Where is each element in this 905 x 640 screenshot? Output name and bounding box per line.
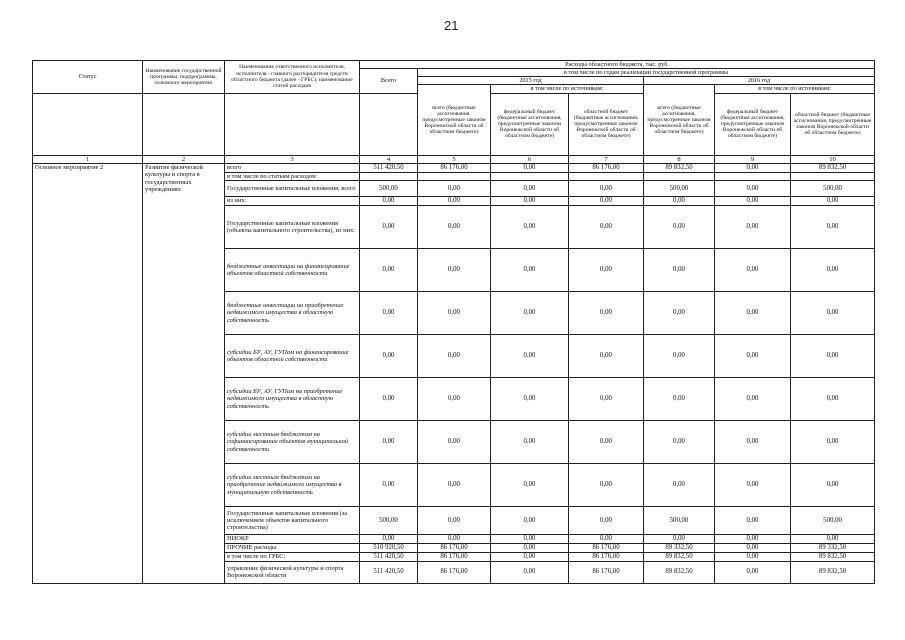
value-cell: 86 176,00 bbox=[418, 552, 491, 561]
value-cell: 0,00 bbox=[644, 378, 715, 421]
value-cell: 0,00 bbox=[644, 249, 715, 292]
row-label: субсидии БУ, АУ, ГУПам на приобретение недвижимого имущества в областную собственность bbox=[225, 378, 360, 421]
value-cell: 0,00 bbox=[491, 378, 569, 421]
value-cell: 0,00 bbox=[491, 507, 569, 535]
column-number: 2 bbox=[143, 155, 225, 164]
value-cell: 0,00 bbox=[491, 561, 569, 583]
value-cell: 0,00 bbox=[715, 335, 791, 378]
value-cell: 0,00 bbox=[491, 181, 569, 197]
value-cell: 86 176,00 bbox=[418, 561, 491, 583]
value-cell: 0,00 bbox=[360, 464, 418, 507]
value-cell: 510 920,50 bbox=[360, 543, 418, 552]
value-cell bbox=[491, 172, 569, 180]
header-year-2015: 2015 год bbox=[418, 77, 644, 85]
value-cell: 0,00 bbox=[715, 507, 791, 535]
value-cell: 500,00 bbox=[360, 181, 418, 197]
column-number: 5 bbox=[418, 155, 491, 164]
value-cell: 0,00 bbox=[715, 421, 791, 464]
value-cell: 0,00 bbox=[491, 249, 569, 292]
value-cell: 0,00 bbox=[715, 181, 791, 197]
value-cell: 0,00 bbox=[569, 197, 644, 206]
header-src-regional-2015: областной бюджет (бюджетные ассигнования, предусмотренные законом Воронежской области об областном бюджете) bbox=[569, 93, 644, 155]
header-spacer-2 bbox=[143, 93, 225, 155]
row-label: из них: bbox=[225, 197, 360, 206]
header-by-years: в том числе по годам реализации государственной программы bbox=[418, 69, 875, 77]
value-cell: 500,00 bbox=[644, 507, 715, 535]
value-cell: 89 832,50 bbox=[644, 552, 715, 561]
value-cell bbox=[360, 172, 418, 180]
value-cell: 0,00 bbox=[791, 206, 875, 249]
value-cell bbox=[569, 172, 644, 180]
value-cell: 0,00 bbox=[360, 335, 418, 378]
row-label: всего bbox=[225, 164, 360, 173]
value-cell: 0,00 bbox=[791, 292, 875, 335]
column-number: 10 bbox=[791, 155, 875, 164]
value-cell: 0,00 bbox=[360, 249, 418, 292]
value-cell: 0,00 bbox=[418, 181, 491, 197]
row-label: в том числе по ГРБС: bbox=[225, 552, 360, 561]
value-cell: 0,00 bbox=[418, 292, 491, 335]
value-cell: 0,00 bbox=[360, 535, 418, 544]
value-cell: 0,00 bbox=[569, 535, 644, 544]
row-label: бюджетные инвестиции на финансирование объектов областной собственности bbox=[225, 249, 360, 292]
header-by-sources-2015: в том числе по источникам: bbox=[491, 85, 644, 93]
header-src-federal-2015: федеральный бюджет (бюджетные ассигнования, предусмотренные законом Воронежской области об областном бюджете) bbox=[491, 93, 569, 155]
value-cell: 0,00 bbox=[644, 292, 715, 335]
page-number: 21 bbox=[444, 18, 459, 33]
row-label: субсидии местным бюджетам на софинансирование объектов муниципальной собственности bbox=[225, 421, 360, 464]
value-cell: 0,00 bbox=[644, 206, 715, 249]
value-cell: 0,00 bbox=[715, 561, 791, 583]
value-cell: 0,00 bbox=[569, 335, 644, 378]
value-cell: 86 176,00 bbox=[569, 164, 644, 173]
value-cell: 0,00 bbox=[569, 292, 644, 335]
value-cell: 0,00 bbox=[491, 206, 569, 249]
row-label: НИОКР bbox=[225, 535, 360, 544]
value-cell: 0,00 bbox=[569, 378, 644, 421]
header-status: Статус bbox=[33, 61, 143, 94]
column-number: 4 bbox=[360, 155, 418, 164]
table-body bbox=[33, 164, 875, 583]
value-cell: 0,00 bbox=[715, 552, 791, 561]
value-cell: 89 832,50 bbox=[791, 164, 875, 173]
value-cell: 89 832,50 bbox=[644, 561, 715, 583]
table-header bbox=[33, 61, 875, 164]
value-cell: 0,00 bbox=[418, 249, 491, 292]
row-label: субсидии местным бюджетам на приобретение недвижимого имущества в муниципальную собственность bbox=[225, 464, 360, 507]
value-cell: 0,00 bbox=[491, 535, 569, 544]
value-cell: 89 332,50 bbox=[644, 543, 715, 552]
value-cell: 0,00 bbox=[418, 378, 491, 421]
value-cell: 89 832,50 bbox=[644, 164, 715, 173]
value-cell: 89 832,50 bbox=[791, 561, 875, 583]
value-cell: 0,00 bbox=[491, 421, 569, 464]
budget-table bbox=[32, 60, 875, 584]
value-cell: 0,00 bbox=[360, 378, 418, 421]
header-total: Всего bbox=[360, 69, 418, 93]
column-number: 9 bbox=[715, 155, 791, 164]
row-label: управление физической культуры и спорта Воронежской области bbox=[225, 561, 360, 583]
header-spacer-3 bbox=[225, 93, 360, 155]
value-cell: 0,00 bbox=[791, 421, 875, 464]
header-spacer-1 bbox=[33, 93, 143, 155]
value-cell: 0,00 bbox=[569, 206, 644, 249]
value-cell: 0,00 bbox=[791, 378, 875, 421]
value-cell: 0,00 bbox=[491, 335, 569, 378]
value-cell: 500,00 bbox=[644, 181, 715, 197]
value-cell: 511 420,50 bbox=[360, 552, 418, 561]
value-cell: 500,00 bbox=[791, 181, 875, 197]
value-cell: 89 332,50 bbox=[791, 543, 875, 552]
value-cell: 0,00 bbox=[715, 292, 791, 335]
value-cell: 0,00 bbox=[715, 378, 791, 421]
value-cell: 0,00 bbox=[715, 164, 791, 173]
value-cell: 0,00 bbox=[360, 292, 418, 335]
value-cell bbox=[791, 172, 875, 180]
value-cell bbox=[418, 172, 491, 180]
value-cell: 0,00 bbox=[418, 507, 491, 535]
value-cell: 89 832,50 bbox=[791, 552, 875, 561]
program-cell: Развитие физической культуры и спорта в государственных учреждениях bbox=[143, 164, 225, 583]
header-year-2016: 2016 год bbox=[644, 77, 875, 85]
header-by-sources-2016: в том числе по источникам: bbox=[715, 85, 875, 93]
value-cell: 0,00 bbox=[715, 543, 791, 552]
value-cell: 0,00 bbox=[644, 335, 715, 378]
header-program-name: Наименование государственной программы, подпрограммы, основного мероприятия bbox=[143, 61, 225, 94]
value-cell: 0,00 bbox=[644, 464, 715, 507]
value-cell: 86 176,00 bbox=[418, 164, 491, 173]
value-cell: 0,00 bbox=[715, 197, 791, 206]
value-cell: 86 176,00 bbox=[569, 543, 644, 552]
header-src-regional-2016: областной бюджет (бюджетные ассигнования, предусмотренные законом Воронежской области об областном бюджете) bbox=[791, 93, 875, 155]
value-cell: 0,00 bbox=[491, 292, 569, 335]
row-label: бюджетные инвестиции на приобретение недвижимого имущества в областную собственность bbox=[225, 292, 360, 335]
value-cell: 0,00 bbox=[569, 421, 644, 464]
value-cell: 0,00 bbox=[491, 543, 569, 552]
value-cell: 0,00 bbox=[360, 421, 418, 464]
column-number: 6 bbox=[491, 155, 569, 164]
header-expenses-title: Расходы областного бюджета, тыс. руб. bbox=[360, 61, 875, 69]
column-number-row bbox=[33, 155, 875, 164]
value-cell: 0,00 bbox=[791, 249, 875, 292]
row-label: Государственные капитальные вложения (объекты капитального строительства), из них: bbox=[225, 206, 360, 249]
value-cell: 0,00 bbox=[644, 197, 715, 206]
value-cell bbox=[644, 172, 715, 180]
value-cell: 0,00 bbox=[791, 335, 875, 378]
value-cell: 0,00 bbox=[418, 335, 491, 378]
value-cell: 0,00 bbox=[791, 464, 875, 507]
value-cell: 0,00 bbox=[569, 507, 644, 535]
value-cell: 0,00 bbox=[418, 197, 491, 206]
value-cell: 0,00 bbox=[715, 249, 791, 292]
row-label: Государственные капитальные вложения (за исключением объектов капитального строительства) bbox=[225, 507, 360, 535]
column-number: 1 bbox=[33, 155, 143, 164]
column-number: 7 bbox=[569, 155, 644, 164]
value-cell bbox=[715, 172, 791, 180]
column-number: 8 bbox=[644, 155, 715, 164]
header-executor: Наименование ответственного исполнителя, исполнителя - главного распорядителя средств областного бюджета (далее - ГРБС), наименование статей расходов bbox=[225, 61, 360, 94]
header-src-federal-2016: федеральный бюджет (бюджетные ассигнования, предусмотренные законом Воронежской области об областном бюджете) bbox=[715, 93, 791, 155]
value-cell: 0,00 bbox=[360, 206, 418, 249]
value-cell: 500,00 bbox=[360, 507, 418, 535]
value-cell: 0,00 bbox=[418, 535, 491, 544]
value-cell: 0,00 bbox=[644, 535, 715, 544]
value-cell: 0,00 bbox=[569, 249, 644, 292]
value-cell: 0,00 bbox=[491, 197, 569, 206]
header-spacer-4 bbox=[360, 93, 418, 155]
value-cell: 0,00 bbox=[360, 197, 418, 206]
value-cell: 500,00 bbox=[791, 507, 875, 535]
value-cell: 86 176,00 bbox=[569, 561, 644, 583]
value-cell: 0,00 bbox=[791, 197, 875, 206]
column-number: 3 bbox=[225, 155, 360, 164]
value-cell: 86 176,00 bbox=[569, 552, 644, 561]
value-cell: 511 420,50 bbox=[360, 561, 418, 583]
value-cell: 0,00 bbox=[715, 206, 791, 249]
value-cell: 0,00 bbox=[491, 464, 569, 507]
value-cell: 0,00 bbox=[418, 206, 491, 249]
row-label: субсидии БУ, АУ, ГУПам на финансирование объектов областной собственности bbox=[225, 335, 360, 378]
row-label: Государственные капитальные вложения, всего bbox=[225, 181, 360, 197]
row-label: ПРОЧИЕ расходы bbox=[225, 543, 360, 552]
value-cell: 0,00 bbox=[491, 552, 569, 561]
header-src-total-2016: всего (бюджетные ассигнования, предусмотренные законом Воронежской области об областном бюджете) bbox=[644, 85, 715, 155]
value-cell: 0,00 bbox=[569, 464, 644, 507]
value-cell: 0,00 bbox=[491, 164, 569, 173]
value-cell: 0,00 bbox=[569, 181, 644, 197]
value-cell: 511 420,50 bbox=[360, 164, 418, 173]
value-cell: 0,00 bbox=[791, 535, 875, 544]
value-cell: 0,00 bbox=[715, 535, 791, 544]
value-cell: 0,00 bbox=[418, 421, 491, 464]
header-src-total-2015: всего (бюджетные ассигнования, предусмотренные законом Воронежской области об областном бюджете) bbox=[418, 85, 491, 155]
value-cell: 0,00 bbox=[715, 464, 791, 507]
row-label: в том числе по статьям расходов: bbox=[225, 172, 360, 180]
status-cell: Основное мероприятие 2 bbox=[33, 164, 143, 583]
value-cell: 0,00 bbox=[418, 464, 491, 507]
value-cell: 0,00 bbox=[644, 421, 715, 464]
value-cell: 86 176,00 bbox=[418, 543, 491, 552]
